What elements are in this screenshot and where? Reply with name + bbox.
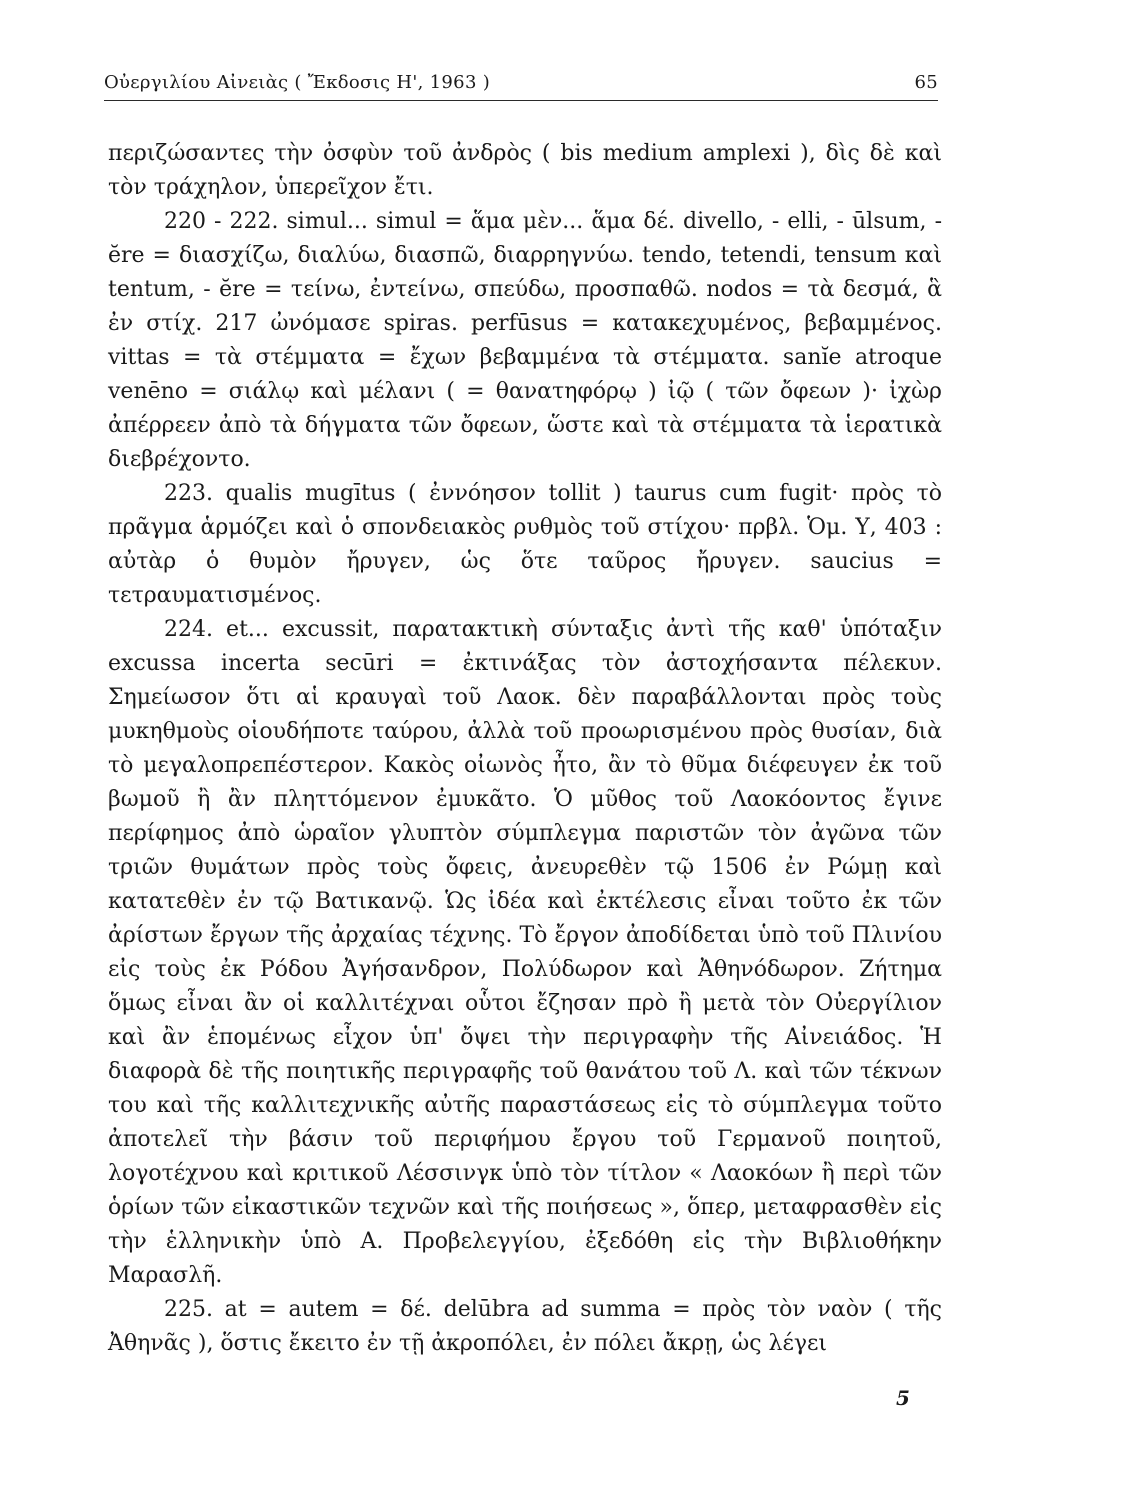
- paragraph-continuation: περιζώσαντες τὴν ὀσφὺν τοῦ ἀνδρὸς ( bis medium amplexi ), δὶς δὲ καὶ τὸν τράχηλον, ὑπερεῖχον ἔτι.: [108, 141, 942, 200]
- paragraph-223: 223. qualis mugītus ( ἐννόησον tollit ) taurus cum fugit· πρὸς τὸ πρᾶγμα ἁρμόζει καὶ ὁ σπονδειακὸς ρυθμὸς τοῦ στίχου· πρβλ. Ὁμ. Υ, 403 : αὐτὰρ ὁ θυμὸν ἤρυγεν, ὡς ὅτε ταῦρος ἤρυγεν. saucius = τετραυματισμένος.: [108, 481, 942, 608]
- paragraph-225: 225. at = autem = δέ. delūbra ad summa = πρὸς τὸν ναὸν ( τῆς Ἀθηνᾶς ), ὅστις ἔκειτο ἐν τῇ ἀκροπόλει, ἐν πόλει ἄκρῃ, ὡς λέγει: [108, 1297, 942, 1356]
- paragraph-224: 224. et... excussit, παρατακτικὴ σύνταξις ἀντὶ τῆς καθ' ὑπόταξιν excussa incerta secūri = ἐκτινάξας τὸν ἀστοχήσαντα πέλεκυν. Σημείωσον ὅτι αἱ κραυγαὶ τοῦ Λαοκ. δὲν παραβάλλονται πρὸς τοὺς μυκηθμοὺς οἱουδήποτε ταύρου, ἀλλὰ τοῦ προωρισμένου πρὸς θυσίαν, διὰ τὸ μεγαλοπρεπέστερον. Κακὸς οἰωνὸς ἦτο, ἂν τὸ θῦμα διέφευγεν ἐκ τοῦ βωμοῦ ἢ ἂν πληττόμενον ἐμυκᾶτο. Ὁ μῦθος τοῦ Λαοκόοντος ἔγινε περίφημος ἀπὸ ὡραῖον γλυπτὸν σύμπλεγμα παριστῶν τὸν ἀγῶνα τῶν τριῶν θυμάτων πρὸς τοὺς ὄφεις, ἀνευρεθὲν τῷ 1506 ἐν Ρώμῃ καὶ κατατεθὲν ἐν τῷ Βατικανῷ. Ὡς ἰδέα καὶ ἐκτέλεσις εἶναι τοῦτο ἐκ τῶν ἀρίστων ἔργων τῆς ἀρχαίας τέχνης. Τὸ ἔργον ἀποδίδεται ὑπὸ τοῦ Πλινίου εἰς τοὺς ἐκ Ρόδου Ἀγήσανδρον, Πολύδωρον καὶ Ἀθηνόδωρον. Ζήτημα ὅμως εἶναι ἂν οἱ καλλιτέχναι οὗτοι ἔζησαν πρὸ ἢ μετὰ τὸν Οὐεργίλιον καὶ ἂν ἑπομένως εἶχον ὑπ' ὄψει τὴν περιγραφὴν τῆς Αἰνειάδος. Ἡ διαφορὰ δὲ τῆς ποιητικῆς περιγραφῆς τοῦ θανάτου τοῦ Λ. καὶ τῶν τέκνων του καὶ τῆς καλλιτεχνικῆς αὐτῆς παραστάσεως εἰς τὸ σύμπλεγμα τοῦτο ἀποτελεῖ τὴν βάσιν τοῦ περιφήμου ἔργου τοῦ Γερμανοῦ ποιητοῦ, λογοτέχνου καὶ κριτικοῦ Λέσσινγκ ὑπὸ τὸν τίτλον « Λαοκόων ἢ περὶ τῶν ὁρίων τῶν εἰκαστικῶν τεχνῶν καὶ τῆς ποιήσεως », ὅπερ, μεταφρασθὲν εἰς τὴν ἑλληνικὴν ὑπὸ Α. Προβελεγγίου, ἐξεδόθη εἰς τὴν Βιβλιοθήκην Μαρασλῆ.: [108, 617, 942, 1288]
- page-number: 65: [914, 72, 938, 93]
- commentary-text: [108, 137, 942, 1361]
- paragraph-220-222: 220 - 222. simul... simul = ἅμα μὲν... ἅμα δέ. divello, - elli, - ūlsum, - ĕre = διασχίζω, διαλύω, διασπῶ, διαρρηγνύω. tendo, tetendi, tensum καὶ tentum, - ĕre = τείνω, ἐντείνω, σπεύδω, προσπαθῶ. nodos = τὰ δεσμά, ἃ ἐν στίχ. 217 ὠνόμασε spiras. perfūsus = κατακεχυμένος, βεβαμμένος. vittas = τὰ στέμματα = ἔχων βεβαμμένα τὰ στέμματα. sanĭe atroque venēno = σιάλῳ καὶ μέλανι ( = θανατηφόρῳ ) ἰῷ ( τῶν ὄφεων )· ἰχὼρ ἀπέρρεεν ἀπὸ τὰ δήγματα τῶν ὄφεων, ὥστε καὶ τὰ στέμματα τὰ ἱερατικὰ διεβρέχοντο.: [108, 209, 942, 472]
- running-title: Οὐεργιλίου Αἰνειὰς ( Ἔκδοσις Η', 1963 ): [104, 72, 491, 93]
- running-header: [104, 66, 938, 101]
- signature-mark: 5: [896, 1386, 910, 1410]
